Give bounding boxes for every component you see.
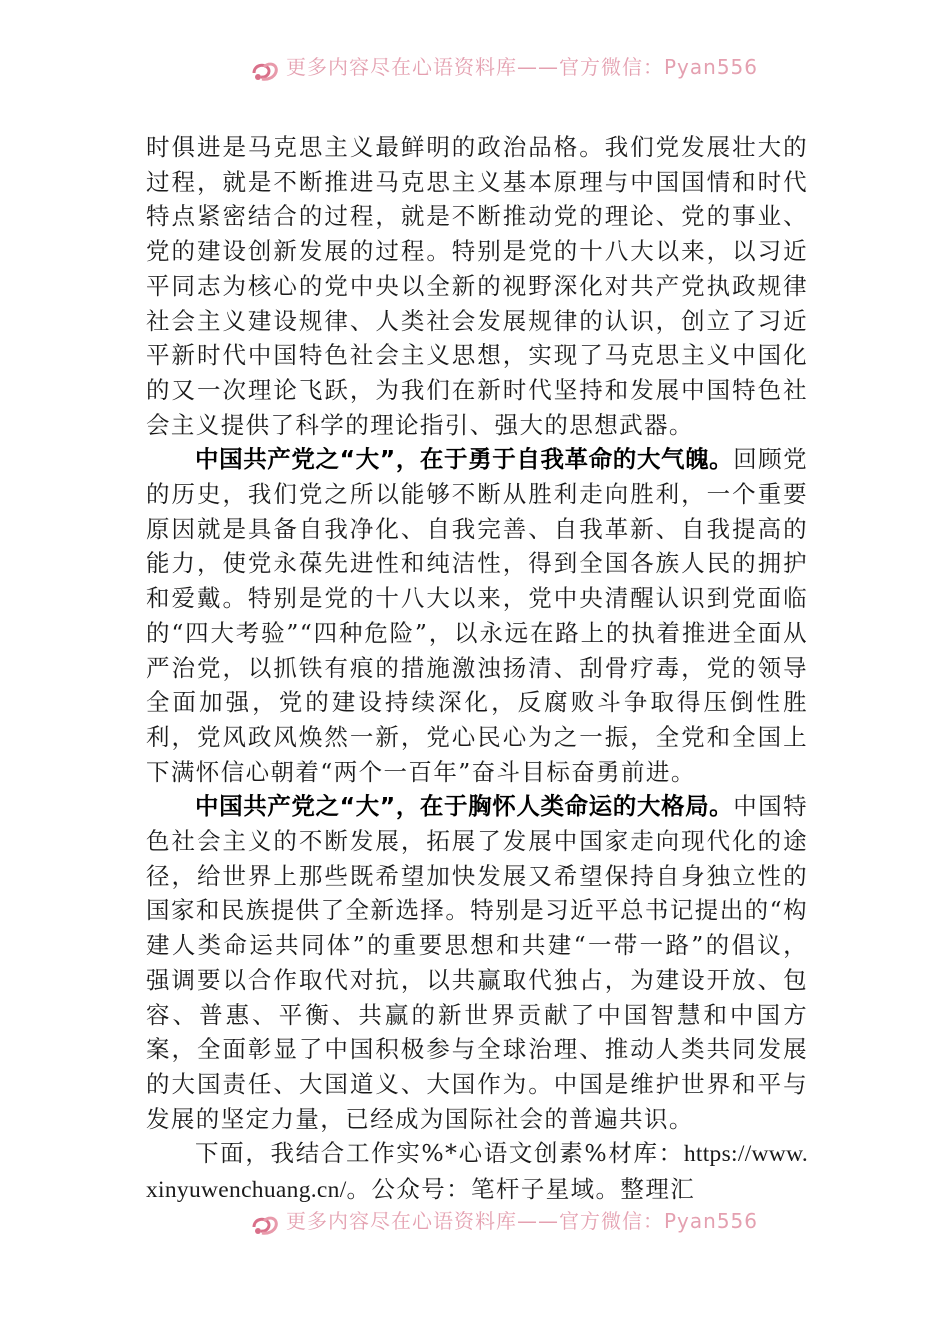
header-watermark (250, 56, 758, 86)
paragraph-1-text: 时俱进是马克思主义最鲜明的政治品格。我们党发展壮大的过程，就是不断推进马克思主义基本原理与中国国情和时代特点紧密结合的过程，就是不断推动党的理论、党的事业、党的建设创新发展的过程。特别是党的十八大以来，以习近平同志为核心的党中央以全新的视野深化对共产党执政规律社会主义建设规律、人类社会发展规律的认识，创立了习近平新时代中国特色社会主义思想，实现了马克思主义中国化的又一次理论飞跃，为我们在新时代坚持和发展中国特色社会主义提供了科学的理论指引、强大的思想武器。 (146, 133, 808, 439)
paragraph-4-text-end: 。公众号：笔杆子星域。整理汇 (346, 1175, 696, 1204)
header-watermark-text: 更多内容尽在心语资料库——官方微信：Pyan556 (286, 56, 759, 79)
paragraph-3 (146, 789, 808, 1136)
paragraph-4 (146, 1136, 808, 1207)
paragraph-4-text-start: 下面，我结合工作实%*心语文创素%材库： (195, 1139, 684, 1168)
footer-watermark-text: 更多内容尽在心语资料库——官方微信：Pyan556 (286, 1210, 759, 1233)
footer-watermark (250, 1210, 758, 1240)
paragraph-3-text: 中国特色社会主义的不断发展，拓展了发展中国家走向现代化的途径，给世界上那些既希望加快发展又希望保持自身独立性的国家和民族提供了全新选择。特别是习近平总书记提出的“构建人类命运共同体”的重要思想和共建“一带一路”的倡议，强调要以合作取代对抗，以共赢取代独占，为建设开放、包容、普惠、平衡、共赢的新世界贡献了中国智慧和中国方案，全面彰显了中国积极参与全球治理、推动人类共同发展的大国责任、大国道义、大国作为。中国是维护世界和平与发展的坚定力量，已经成为国际社会的普遍共识。 (146, 792, 808, 1133)
paragraph-2-heading: 中国共产党之“大”，在于勇于自我革命的大气魄。 (195, 445, 734, 474)
source-url: https://www.xinyuwenchuang.cn/ (146, 1141, 808, 1204)
paragraph-1 (146, 130, 808, 442)
paragraph-2 (146, 442, 808, 789)
paragraph-2-text: 回顾党的历史，我们党之所以能够不断从胜利走向胜利，一个重要原因就是具备自我净化、自我完善、自我革新、自我提高的能力，使党永葆先进性和纯洁性，得到全国各族人民的拥护和爱戴。特别是党的十八大以来，党中央清醒认识到党面临的“四大考验”“四种危险”，以永远在路上的执着推进全面从严治党，以抓铁有痕的措施激浊扬清、刮骨疗毒，党的领导全面加强，党的建设持续深化，反腐败斗争取得压倒性胜利，党风政风焕然一新，党心民心为之一振，全党和全国上下满怀信心朝着“两个一百年”奋斗目标奋勇前进。 (146, 445, 808, 786)
paragraph-3-heading: 中国共产党之“大”，在于胸怀人类命运的大格局。 (195, 792, 734, 821)
watermark-logo-icon (250, 1213, 280, 1237)
article-body (146, 130, 808, 1208)
watermark-logo-icon (250, 59, 280, 83)
